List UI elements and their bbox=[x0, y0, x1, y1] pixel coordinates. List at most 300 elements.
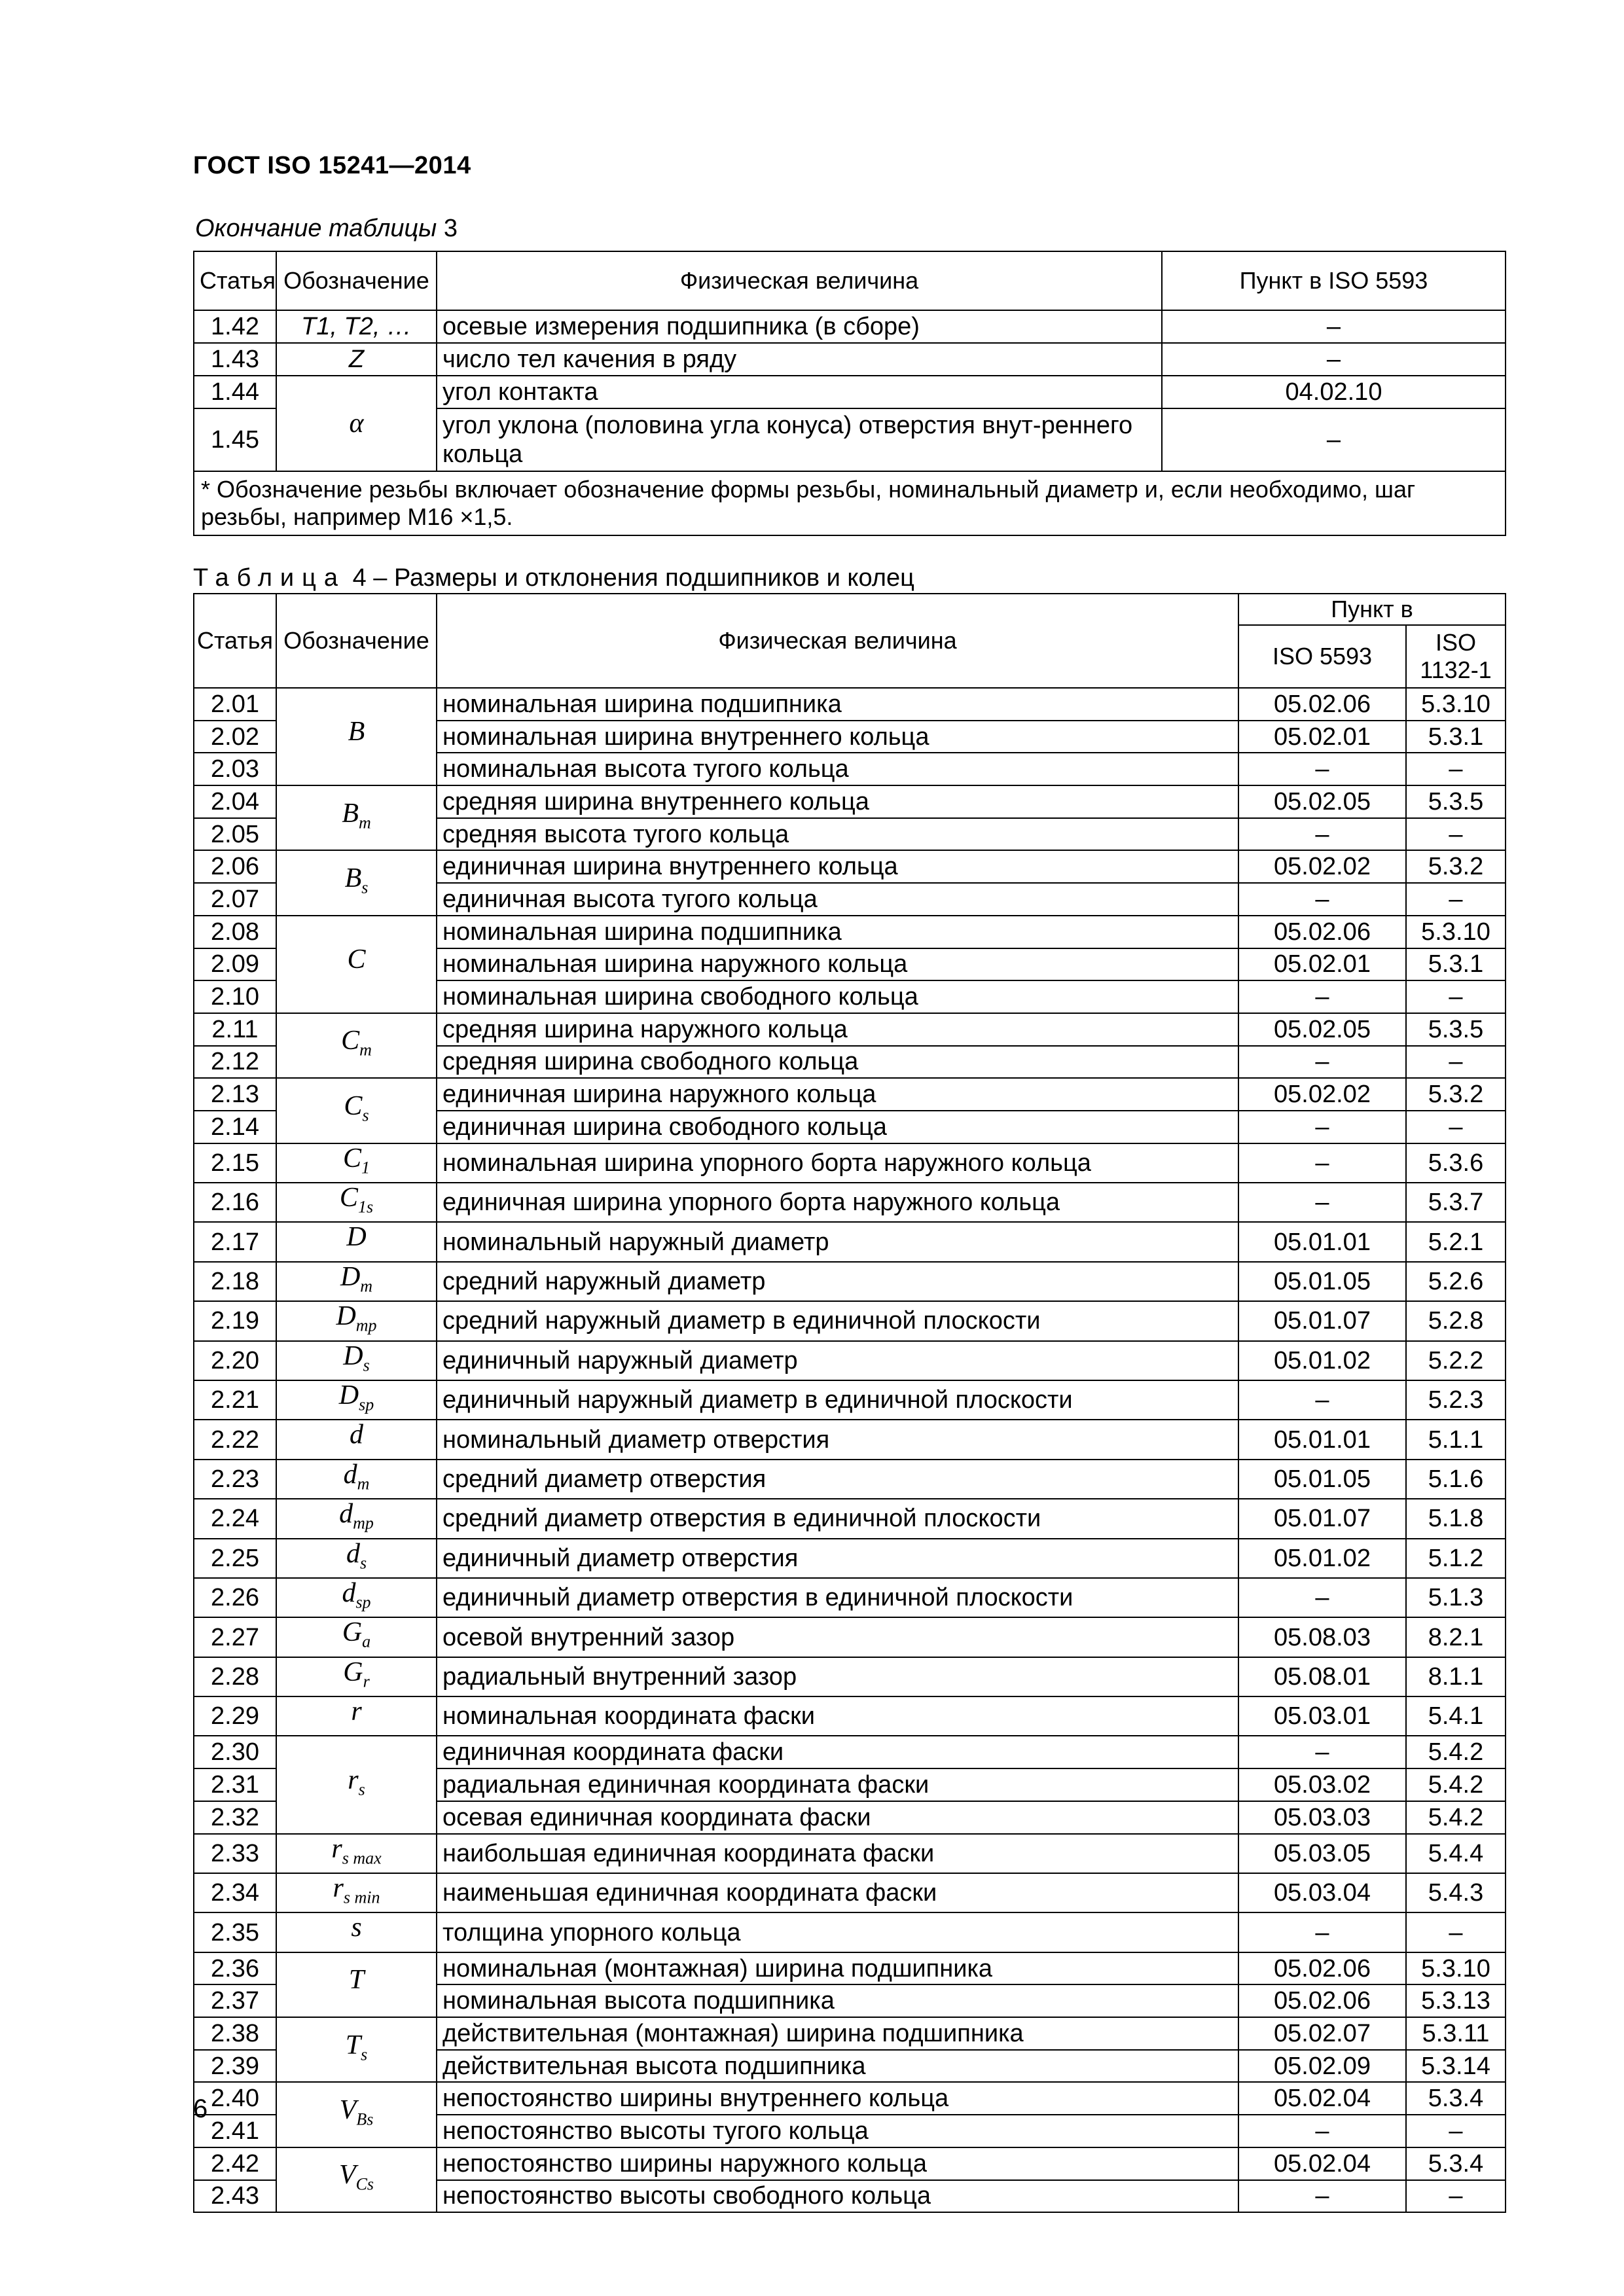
symbol-text bbox=[351, 1912, 361, 1943]
iso1132-cell: – bbox=[1406, 1912, 1506, 1952]
symbol-text: T1, T2, … bbox=[301, 313, 412, 340]
symbol-base: D bbox=[340, 1261, 361, 1292]
symbol-base: d bbox=[343, 1459, 357, 1490]
article-cell: 1.43 bbox=[194, 343, 276, 376]
table-row bbox=[194, 1341, 1506, 1380]
symbol-subscript: r bbox=[363, 1672, 370, 1691]
reference-cell: – bbox=[1162, 343, 1506, 376]
symbol-subscript: a bbox=[362, 1632, 371, 1651]
quantity-cell: средняя ширина наружного кольца bbox=[437, 1013, 1238, 1046]
quantity-cell: единичный диаметр отверстия в единичной плоскости bbox=[437, 1578, 1238, 1617]
iso1132-cell: 5.2.8 bbox=[1406, 1301, 1506, 1340]
article-cell: 2.39 bbox=[194, 2050, 276, 2083]
symbol-text bbox=[344, 1090, 369, 1125]
symbol-base: s bbox=[351, 1912, 362, 1943]
symbol-subscript: Bs bbox=[356, 2109, 374, 2129]
iso5593-cell: – bbox=[1238, 1046, 1406, 1079]
symbol-base: V bbox=[338, 2160, 356, 2191]
quantity-cell: номинальный диаметр отверстия bbox=[437, 1420, 1238, 1459]
symbol-base: D bbox=[338, 1380, 359, 1410]
article-cell: 1.42 bbox=[194, 310, 276, 343]
quantity-cell: единичный диаметр отверстия bbox=[437, 1539, 1238, 1578]
symbol-cell bbox=[276, 1420, 437, 1459]
quantity-cell: единичный наружный диаметр в единичной плоскости bbox=[437, 1380, 1238, 1420]
symbol-cell bbox=[276, 1873, 437, 1912]
iso5593-cell: 05.03.02 bbox=[1238, 1768, 1406, 1801]
symbol-base: D bbox=[343, 1340, 363, 1371]
article-cell: 2.02 bbox=[194, 721, 276, 753]
table3-caption-number: 3 bbox=[443, 215, 458, 242]
quantity-cell: номинальная координата фаски bbox=[437, 1696, 1238, 1736]
symbol-base: V bbox=[339, 2094, 357, 2125]
table4-caption-title: 4 – Размеры и отклонения подшипников и колец bbox=[352, 564, 914, 592]
iso5593-cell: 05.02.09 bbox=[1238, 2050, 1406, 2083]
table-footnote: * Обозначение резьбы включает обозначение формы резьбы, номинальный диаметр и, если необходимо, шаг резьбы, например M16 ×1,5. bbox=[194, 471, 1506, 535]
symbol-text: Z bbox=[348, 346, 365, 373]
symbol-cell bbox=[276, 1539, 437, 1578]
table-row bbox=[194, 785, 1506, 818]
iso5593-cell: 05.02.01 bbox=[1238, 721, 1406, 753]
quantity-cell: единичная ширина упорного борта наружного кольца bbox=[437, 1183, 1238, 1222]
symbol-subscript: 1 bbox=[361, 1158, 370, 1177]
symbol-text bbox=[344, 863, 369, 897]
reference-cell: – bbox=[1162, 408, 1506, 471]
symbol-base: D bbox=[336, 1301, 356, 1332]
quantity-cell: единичный наружный диаметр bbox=[437, 1341, 1238, 1380]
iso1132-cell: 5.4.1 bbox=[1406, 1696, 1506, 1736]
article-cell: 2.07 bbox=[194, 883, 276, 916]
iso1132-cell: 5.3.10 bbox=[1406, 916, 1506, 948]
column-header-iso1132: ISO 1132-1 bbox=[1406, 625, 1506, 688]
quantity-cell: средний наружный диаметр bbox=[437, 1262, 1238, 1301]
symbol-cell bbox=[276, 1341, 437, 1380]
article-cell: 2.16 bbox=[194, 1183, 276, 1222]
symbol-cell bbox=[276, 1460, 437, 1499]
symbol-text: α bbox=[349, 408, 364, 439]
iso5593-cell: – bbox=[1238, 2180, 1406, 2213]
table-row bbox=[194, 1222, 1506, 1261]
iso5593-cell: 05.08.01 bbox=[1238, 1657, 1406, 1696]
iso1132-cell: 5.2.1 bbox=[1406, 1222, 1506, 1261]
symbol-cell bbox=[276, 1617, 437, 1657]
table-row bbox=[194, 1420, 1506, 1459]
iso5593-cell: 05.01.02 bbox=[1238, 1341, 1406, 1380]
article-cell: 2.11 bbox=[194, 1013, 276, 1046]
symbol-cell bbox=[276, 343, 437, 376]
iso5593-cell: 05.02.06 bbox=[1238, 688, 1406, 721]
symbol-base: C bbox=[341, 1026, 360, 1056]
column-header-symbol: Обозначение bbox=[276, 594, 437, 688]
iso1132-cell: 8.2.1 bbox=[1406, 1617, 1506, 1657]
table-row bbox=[194, 1873, 1506, 1912]
iso5593-cell: 05.02.07 bbox=[1238, 2017, 1406, 2050]
table4-caption bbox=[193, 564, 914, 592]
symbol-base: B bbox=[344, 863, 362, 893]
symbol-base: G bbox=[342, 1617, 363, 1648]
symbol-subscript: s bbox=[361, 2044, 368, 2064]
iso5593-cell: 05.01.05 bbox=[1238, 1262, 1406, 1301]
table-row bbox=[194, 1952, 1506, 1985]
article-cell: 2.06 bbox=[194, 850, 276, 883]
symbol-subscript: s bbox=[358, 1780, 365, 1799]
quantity-cell: номинальная (монтажная) ширина подшипника bbox=[437, 1952, 1238, 1985]
symbol-base: B bbox=[348, 717, 365, 747]
iso5593-cell: 05.02.06 bbox=[1238, 916, 1406, 948]
symbol-text bbox=[340, 1261, 373, 1296]
symbol-subscript: m bbox=[358, 812, 371, 832]
iso1132-cell: – bbox=[1406, 1111, 1506, 1143]
iso1132-cell: – bbox=[1406, 2115, 1506, 2147]
symbol-subscript: s bbox=[359, 1552, 367, 1572]
iso1132-cell: 5.2.2 bbox=[1406, 1341, 1506, 1380]
quantity-cell: толщина упорного кольца bbox=[437, 1912, 1238, 1952]
article-cell: 2.19 bbox=[194, 1301, 276, 1340]
symbol-cell bbox=[276, 1696, 437, 1736]
symbol-cell bbox=[276, 2147, 437, 2212]
iso1132-cell: 5.3.2 bbox=[1406, 850, 1506, 883]
table-row bbox=[194, 1834, 1506, 1873]
symbol-text bbox=[348, 1765, 365, 1799]
page-number: 6 bbox=[193, 2094, 208, 2123]
iso5593-cell: 05.01.07 bbox=[1238, 1499, 1406, 1538]
quantity-cell: число тел качения в ряду bbox=[437, 343, 1162, 376]
article-cell: 2.42 bbox=[194, 2147, 276, 2180]
iso1132-cell: 5.3.11 bbox=[1406, 2017, 1506, 2050]
symbol-text bbox=[349, 1965, 364, 1995]
symbol-subscript: m bbox=[360, 1276, 373, 1296]
iso1132-cell: 5.3.5 bbox=[1406, 785, 1506, 818]
table-row bbox=[194, 1143, 1506, 1183]
table-4 bbox=[193, 593, 1506, 2213]
symbol-subscript: mp bbox=[355, 1316, 377, 1335]
symbol-base: G bbox=[343, 1657, 363, 1687]
table-row bbox=[194, 1499, 1506, 1538]
quantity-cell: угол контакта bbox=[437, 376, 1162, 408]
document-header: ГОСТ ISO 15241—2014 bbox=[193, 152, 471, 179]
quantity-cell: номинальная ширина упорного борта наружного кольца bbox=[437, 1143, 1238, 1183]
symbol-subscript: s bbox=[362, 1105, 369, 1125]
quantity-cell: номинальная высота тугого кольца bbox=[437, 753, 1238, 785]
iso5593-cell: 05.02.02 bbox=[1238, 1078, 1406, 1111]
column-header-article: Статья bbox=[194, 594, 276, 688]
iso5593-cell: 05.01.01 bbox=[1238, 1222, 1406, 1261]
column-header-iso5593: ISO 5593 bbox=[1238, 625, 1406, 688]
table-row bbox=[194, 2082, 1506, 2115]
iso1132-cell: 5.2.6 bbox=[1406, 1262, 1506, 1301]
reference-cell: – bbox=[1162, 310, 1506, 343]
symbol-subscript: m bbox=[359, 1040, 372, 1060]
iso5593-cell: 05.02.05 bbox=[1238, 785, 1406, 818]
symbol-text bbox=[348, 717, 365, 747]
symbol-text bbox=[343, 1340, 370, 1374]
article-cell: 2.10 bbox=[194, 980, 276, 1013]
symbol-cell bbox=[276, 2017, 437, 2082]
quantity-cell: непостоянство высоты тугого кольца bbox=[437, 2115, 1238, 2147]
article-cell: 2.33 bbox=[194, 1834, 276, 1873]
symbol-subscript: sp bbox=[355, 1592, 371, 1612]
article-cell: 2.29 bbox=[194, 1696, 276, 1736]
article-cell: 2.34 bbox=[194, 1873, 276, 1912]
quantity-cell: номинальная ширина свободного кольца bbox=[437, 980, 1238, 1013]
quantity-cell: радиальный внутренний зазор bbox=[437, 1657, 1238, 1696]
iso1132-cell: 5.3.4 bbox=[1406, 2147, 1506, 2180]
symbol-text bbox=[333, 1873, 380, 1907]
column-header-article: Статья bbox=[194, 251, 276, 310]
table-footnote-row bbox=[194, 471, 1506, 535]
quantity-cell: непостоянство ширины внутреннего кольца bbox=[437, 2082, 1238, 2115]
symbol-base: r bbox=[351, 1696, 362, 1727]
iso1132-cell: 5.4.4 bbox=[1406, 1834, 1506, 1873]
symbol-subscript: s bbox=[361, 878, 369, 897]
symbol-subscript: mp bbox=[353, 1513, 374, 1533]
iso5593-cell: 05.02.01 bbox=[1238, 948, 1406, 981]
symbol-cell bbox=[276, 785, 437, 850]
article-cell: 1.44 bbox=[194, 376, 276, 408]
article-cell: 2.21 bbox=[194, 1380, 276, 1420]
iso1132-cell: 5.4.2 bbox=[1406, 1801, 1506, 1834]
symbol-base: C bbox=[342, 1143, 361, 1174]
iso1132-cell: 5.3.1 bbox=[1406, 721, 1506, 753]
iso5593-cell: 05.03.05 bbox=[1238, 1834, 1406, 1873]
symbol-text bbox=[342, 798, 371, 832]
symbol-base: d bbox=[350, 1420, 363, 1450]
symbol-base: r bbox=[331, 1833, 342, 1864]
table-row bbox=[194, 1657, 1506, 1696]
iso5593-cell: 05.01.02 bbox=[1238, 1539, 1406, 1578]
iso5593-cell: 05.02.05 bbox=[1238, 1013, 1406, 1046]
iso1132-cell: – bbox=[1406, 980, 1506, 1013]
symbol-base: d bbox=[346, 1538, 360, 1569]
iso1132-cell: 8.1.1 bbox=[1406, 1657, 1506, 1696]
symbol-base: C bbox=[344, 1090, 363, 1121]
symbol-base: d bbox=[339, 1499, 353, 1530]
article-cell: 2.30 bbox=[194, 1736, 276, 1768]
iso5593-cell: 05.01.05 bbox=[1238, 1460, 1406, 1499]
table-row bbox=[194, 310, 1506, 343]
table-row bbox=[194, 916, 1506, 948]
article-cell: 2.36 bbox=[194, 1952, 276, 1985]
quantity-cell: осевые измерения подшипника (в сборе) bbox=[437, 310, 1162, 343]
article-cell: 2.32 bbox=[194, 1801, 276, 1834]
table-row bbox=[194, 688, 1506, 721]
article-cell: 2.05 bbox=[194, 818, 276, 851]
symbol-text bbox=[338, 2160, 374, 2194]
symbol-base: T bbox=[348, 1965, 365, 1996]
iso5593-cell: 05.02.06 bbox=[1238, 1952, 1406, 1985]
symbol-text bbox=[342, 1143, 370, 1177]
reference-cell: 04.02.10 bbox=[1162, 376, 1506, 408]
article-cell: 2.26 bbox=[194, 1578, 276, 1617]
symbol-subscript: s bbox=[363, 1355, 370, 1374]
iso5593-cell: – bbox=[1238, 1111, 1406, 1143]
table-row bbox=[194, 2017, 1506, 2050]
article-cell: 2.38 bbox=[194, 2017, 276, 2050]
symbol-text bbox=[350, 1420, 363, 1450]
article-cell: 2.04 bbox=[194, 785, 276, 818]
symbol-text bbox=[346, 1222, 366, 1252]
table-row bbox=[194, 1460, 1506, 1499]
quantity-cell: действительная высота подшипника bbox=[437, 2050, 1238, 2083]
table-row bbox=[194, 1539, 1506, 1578]
table-row bbox=[194, 1301, 1506, 1340]
iso1132-cell: 5.4.3 bbox=[1406, 1873, 1506, 1912]
article-cell: 2.03 bbox=[194, 753, 276, 785]
symbol-text bbox=[347, 944, 365, 975]
symbol-cell bbox=[276, 376, 437, 471]
iso5593-cell: – bbox=[1238, 1912, 1406, 1952]
column-header-reference-group: Пункт в bbox=[1238, 594, 1506, 625]
table-row bbox=[194, 1013, 1506, 1046]
symbol-subscript: s max bbox=[342, 1848, 382, 1867]
iso1132-cell: 5.3.4 bbox=[1406, 2082, 1506, 2115]
iso1132-cell: 5.3.1 bbox=[1406, 948, 1506, 981]
symbol-text bbox=[338, 1380, 374, 1414]
symbol-cell bbox=[276, 1736, 437, 1833]
iso5593-cell: – bbox=[1238, 883, 1406, 916]
table-row bbox=[194, 1380, 1506, 1420]
quantity-cell: средний диаметр отверстия в единичной плоскости bbox=[437, 1499, 1238, 1538]
quantity-cell: единичная высота тугого кольца bbox=[437, 883, 1238, 916]
symbol-cell bbox=[276, 850, 437, 915]
article-cell: 2.41 bbox=[194, 2115, 276, 2147]
symbol-cell bbox=[276, 1952, 437, 2017]
symbol-text bbox=[342, 1617, 371, 1651]
iso1132-cell: 5.3.5 bbox=[1406, 1013, 1506, 1046]
iso1132-cell: 5.1.6 bbox=[1406, 1460, 1506, 1499]
article-cell: 2.22 bbox=[194, 1420, 276, 1459]
table-row bbox=[194, 1078, 1506, 1111]
symbol-text bbox=[345, 2030, 368, 2064]
article-cell: 2.24 bbox=[194, 1499, 276, 1538]
quantity-cell: средняя ширина свободного кольца bbox=[437, 1046, 1238, 1079]
iso5593-cell: 05.08.03 bbox=[1238, 1617, 1406, 1657]
article-cell: 2.43 bbox=[194, 2180, 276, 2213]
iso1132-cell: 5.3.13 bbox=[1406, 1984, 1506, 2017]
table-row bbox=[194, 2147, 1506, 2180]
article-cell: 2.18 bbox=[194, 1262, 276, 1301]
symbol-subscript: m bbox=[357, 1474, 370, 1494]
symbol-base: C bbox=[339, 1183, 358, 1213]
iso5593-cell: – bbox=[1238, 2115, 1406, 2147]
symbol-text bbox=[341, 1026, 372, 1060]
quantity-cell: единичная ширина свободного кольца bbox=[437, 1111, 1238, 1143]
table4-caption-label: Таблица bbox=[193, 564, 346, 592]
article-cell: 2.15 bbox=[194, 1143, 276, 1183]
quantity-cell: номинальная ширина наружного кольца bbox=[437, 948, 1238, 981]
symbol-cell bbox=[276, 1078, 437, 1143]
iso1132-cell: 5.3.7 bbox=[1406, 1183, 1506, 1222]
symbol-text bbox=[336, 1301, 377, 1335]
article-cell: 2.27 bbox=[194, 1617, 276, 1657]
quantity-cell: номинальная ширина подшипника bbox=[437, 688, 1238, 721]
iso1132-cell: – bbox=[1406, 2180, 1506, 2213]
symbol-base: B bbox=[342, 798, 359, 829]
symbol-base: r bbox=[348, 1765, 359, 1795]
quantity-cell: средняя высота тугого кольца bbox=[437, 818, 1238, 851]
quantity-cell: средний наружный диаметр в единичной плоскости bbox=[437, 1301, 1238, 1340]
article-cell: 2.23 bbox=[194, 1460, 276, 1499]
quantity-cell: единичная координата фаски bbox=[437, 1736, 1238, 1768]
symbol-cell bbox=[276, 916, 437, 1013]
table-3 bbox=[193, 251, 1506, 536]
iso1132-cell: 5.4.2 bbox=[1406, 1768, 1506, 1801]
article-cell: 2.35 bbox=[194, 1912, 276, 1952]
symbol-text bbox=[339, 1499, 374, 1533]
iso5593-cell: 05.02.02 bbox=[1238, 850, 1406, 883]
symbol-base: C bbox=[347, 944, 366, 975]
quantity-cell: осевая единичная координата фаски bbox=[437, 1801, 1238, 1834]
symbol-subscript: s min bbox=[343, 1888, 380, 1907]
iso1132-cell: 5.1.2 bbox=[1406, 1539, 1506, 1578]
table-row bbox=[194, 1736, 1506, 1768]
article-cell: 2.09 bbox=[194, 948, 276, 981]
iso5593-cell: – bbox=[1238, 1143, 1406, 1183]
symbol-subscript: Cs bbox=[355, 2174, 374, 2194]
symbol-text bbox=[331, 1833, 382, 1867]
iso5593-cell: – bbox=[1238, 1578, 1406, 1617]
symbol-cell bbox=[276, 688, 437, 785]
symbol-cell bbox=[276, 1578, 437, 1617]
symbol-text bbox=[342, 1577, 371, 1612]
iso5593-cell: 05.02.06 bbox=[1238, 1984, 1406, 2017]
symbol-cell bbox=[276, 1380, 437, 1420]
symbol-cell bbox=[276, 1262, 437, 1301]
symbol-cell bbox=[276, 1657, 437, 1696]
quantity-cell: наименьшая единичная координата фаски bbox=[437, 1873, 1238, 1912]
iso5593-cell: 05.03.01 bbox=[1238, 1696, 1406, 1736]
symbol-cell bbox=[276, 1834, 437, 1873]
symbol-cell bbox=[276, 1301, 437, 1340]
iso5593-cell: – bbox=[1238, 1380, 1406, 1420]
quantity-cell: номинальная высота подшипника bbox=[437, 1984, 1238, 2017]
table-row bbox=[194, 1262, 1506, 1301]
symbol-subscript: sp bbox=[359, 1395, 374, 1414]
iso1132-cell: 5.1.8 bbox=[1406, 1499, 1506, 1538]
article-cell: 2.31 bbox=[194, 1768, 276, 1801]
article-cell: 2.37 bbox=[194, 1984, 276, 2017]
iso5593-cell: – bbox=[1238, 818, 1406, 851]
article-cell: 2.25 bbox=[194, 1539, 276, 1578]
quantity-cell: номинальная ширина внутреннего кольца bbox=[437, 721, 1238, 753]
quantity-cell: непостоянство ширины наружного кольца bbox=[437, 2147, 1238, 2180]
iso1132-cell: 5.1.3 bbox=[1406, 1578, 1506, 1617]
article-cell: 2.13 bbox=[194, 1078, 276, 1111]
iso5593-cell: 05.03.03 bbox=[1238, 1801, 1406, 1834]
table-row bbox=[194, 1578, 1506, 1617]
iso1132-cell: 5.3.2 bbox=[1406, 1078, 1506, 1111]
table-row bbox=[194, 1912, 1506, 1952]
column-header-symbol: Обозначение bbox=[276, 251, 437, 310]
symbol-cell bbox=[276, 1222, 437, 1261]
article-cell: 2.12 bbox=[194, 1046, 276, 1079]
symbol-cell bbox=[276, 310, 437, 343]
quantity-cell: единичная ширина внутреннего кольца bbox=[437, 850, 1238, 883]
symbol-text bbox=[339, 2094, 374, 2129]
iso1132-cell: – bbox=[1406, 883, 1506, 916]
iso5593-cell: – bbox=[1238, 1736, 1406, 1768]
symbol-cell bbox=[276, 1912, 437, 1952]
iso1132-cell: 5.3.14 bbox=[1406, 2050, 1506, 2083]
article-cell: 2.01 bbox=[194, 688, 276, 721]
iso1132-cell: 5.3.10 bbox=[1406, 688, 1506, 721]
table-row bbox=[194, 1696, 1506, 1736]
iso1132-cell: – bbox=[1406, 818, 1506, 851]
symbol-base: d bbox=[342, 1577, 356, 1608]
table3-caption bbox=[195, 215, 458, 243]
iso1132-cell: 5.3.6 bbox=[1406, 1143, 1506, 1183]
symbol-text bbox=[346, 1538, 367, 1572]
iso5593-cell: – bbox=[1238, 980, 1406, 1013]
